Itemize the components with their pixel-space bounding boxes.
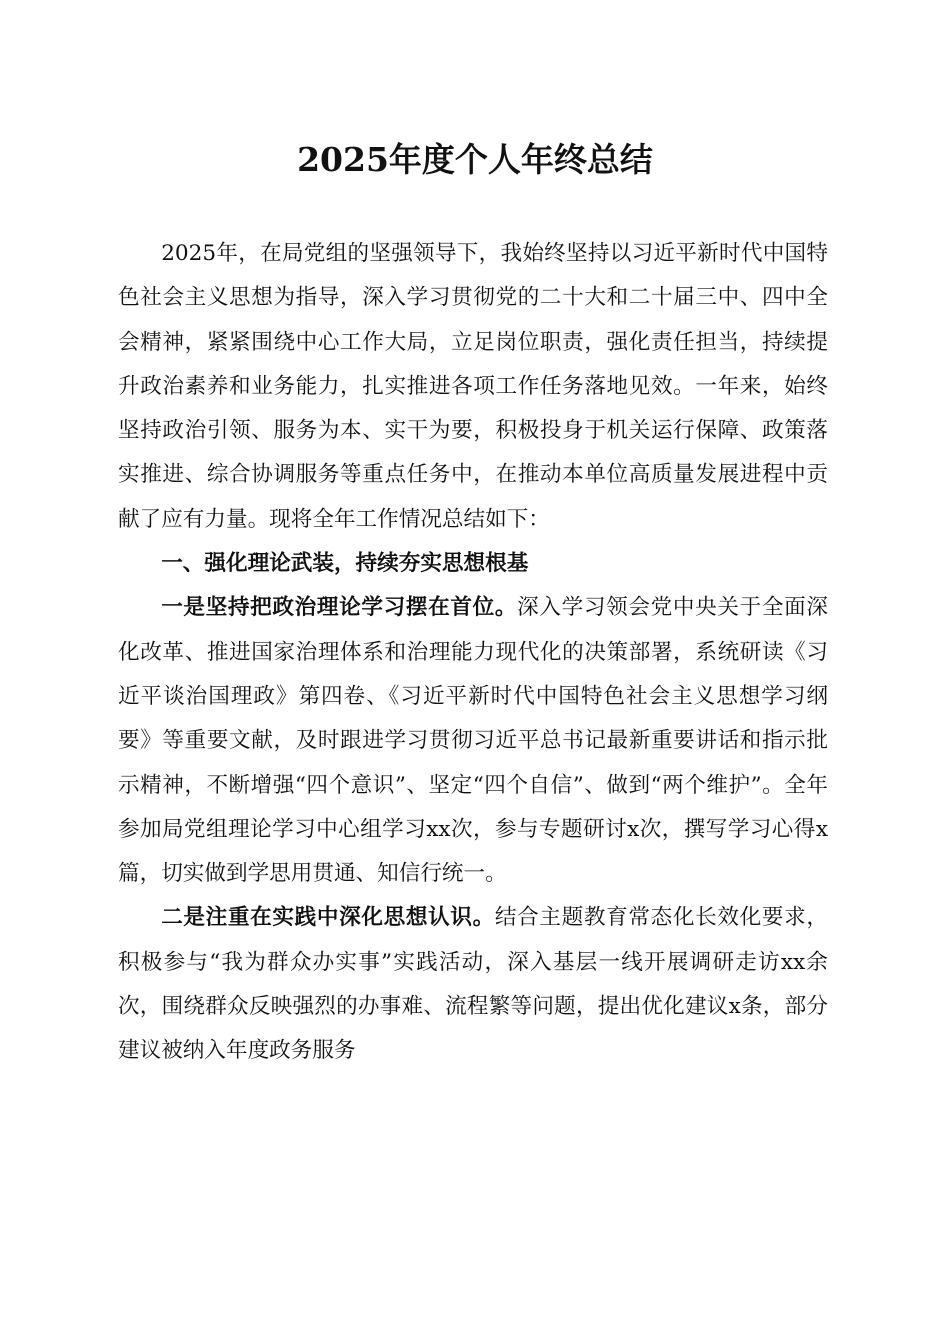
document-body: [118, 232, 828, 1074]
item-1-text: 深入学习领会党中央关于全面深化改革、推进国家治理体系和治理能力现代化的决策部署，系统研读《习近平谈治国理政》第四卷、《习近平新时代中国特色社会主义思想学习纲要》等重要文献，及时跟进学习贯彻习近平总书记最新重要讲话和指示批示精神，不断增强“四个意识”、坚定“四个自信”、做到“两个维护”。全年参加局党组理论学习中心组学习xx次，参与专题研讨x次，撰写学习心得x篇，切实做到学思用贯通、知信行统一。: [118, 595, 828, 887]
intro-paragraph: 2025年，在局党组的坚强领导下，我始终坚持以习近平新时代中国特色社会主义思想为指导，深入学习贯彻党的二十大和二十届三中、四中全会精神，紧紧围绕中心工作大局，立足岗位职责，强化责任担当，持续提升政治素养和业务能力，扎实推进各项工作任务落地见效。一年来，始终坚持政治引领、服务为本、实干为要，积极投身于机关运行保障、政策落实推进、综合协调服务等重点任务中，在推动本单位高质量发展进程中贡献了应有力量。现将全年工作情况总结如下：: [118, 241, 828, 532]
section-1-item-2: [118, 896, 828, 1073]
item-2-text: 结合主题教育常态化长效化要求，积极参与“我为群众办实事”实践活动，深入基层一线开展调研走访xx余次，围绕群众反映强烈的办事难、流程繁等问题，提出优化建议x条，部分建议被纳入年度政务服务: [118, 905, 828, 1064]
section-heading: [118, 542, 828, 586]
document-title: 2025年度个人年终总结: [297, 140, 653, 179]
section-1-item-1: [118, 586, 828, 896]
item-1-lead: 一是坚持把政治理论学习摆在首位。: [161, 595, 518, 621]
item-2-lead: 二是注重在实践中深化思想认识。: [161, 905, 495, 931]
section-1-heading: 一、强化理论武装，持续夯实思想根基: [161, 551, 529, 577]
